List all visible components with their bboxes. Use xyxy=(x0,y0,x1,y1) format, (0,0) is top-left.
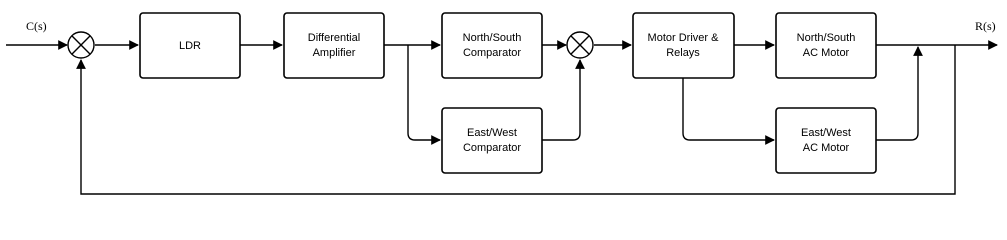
ew-comparator-label-line1: East/West xyxy=(467,127,517,139)
ew-motor-block xyxy=(776,108,876,173)
ew-comparator-label-line2: Comparator xyxy=(462,142,522,154)
output-signal-label: R(s) xyxy=(975,19,996,33)
ldr-block xyxy=(140,13,240,78)
differential-amplifier-block xyxy=(284,13,384,78)
differential-amplifier-label-line2: Amplifier xyxy=(312,47,356,59)
motor-driver-to-ew-motor-arrow xyxy=(683,78,774,140)
input-signal-label: C(s) xyxy=(26,19,47,33)
motor-driver-label-line2: Relays xyxy=(666,47,700,59)
ns-motor-block xyxy=(776,13,876,78)
motor-driver-label-line1: Motor Driver & xyxy=(647,32,719,44)
ew-comparator-to-sum2-arrow xyxy=(542,60,580,140)
amplifier-to-ew-comparator-arrow xyxy=(408,45,440,140)
ns-motor-label-line1: North/South xyxy=(796,32,856,44)
ew-motor-label-line2: AC Motor xyxy=(802,142,850,154)
ew-motor-to-output-arrow xyxy=(876,47,918,140)
ns-comparator-label-line1: North/South xyxy=(462,32,522,44)
differential-amplifier-label-line1: Differential xyxy=(307,32,361,44)
summing-junction-2 xyxy=(567,32,593,58)
ns-motor-label-line2: AC Motor xyxy=(802,47,850,59)
motor-driver-block xyxy=(633,13,734,78)
ns-comparator-label-line2: Comparator xyxy=(462,47,522,59)
ew-motor-label-line1: East/West xyxy=(801,127,851,139)
ldr-label: LDR xyxy=(178,40,202,52)
ns-comparator-block xyxy=(442,13,542,78)
ew-comparator-block xyxy=(442,108,542,173)
summing-junction-1 xyxy=(68,32,94,58)
